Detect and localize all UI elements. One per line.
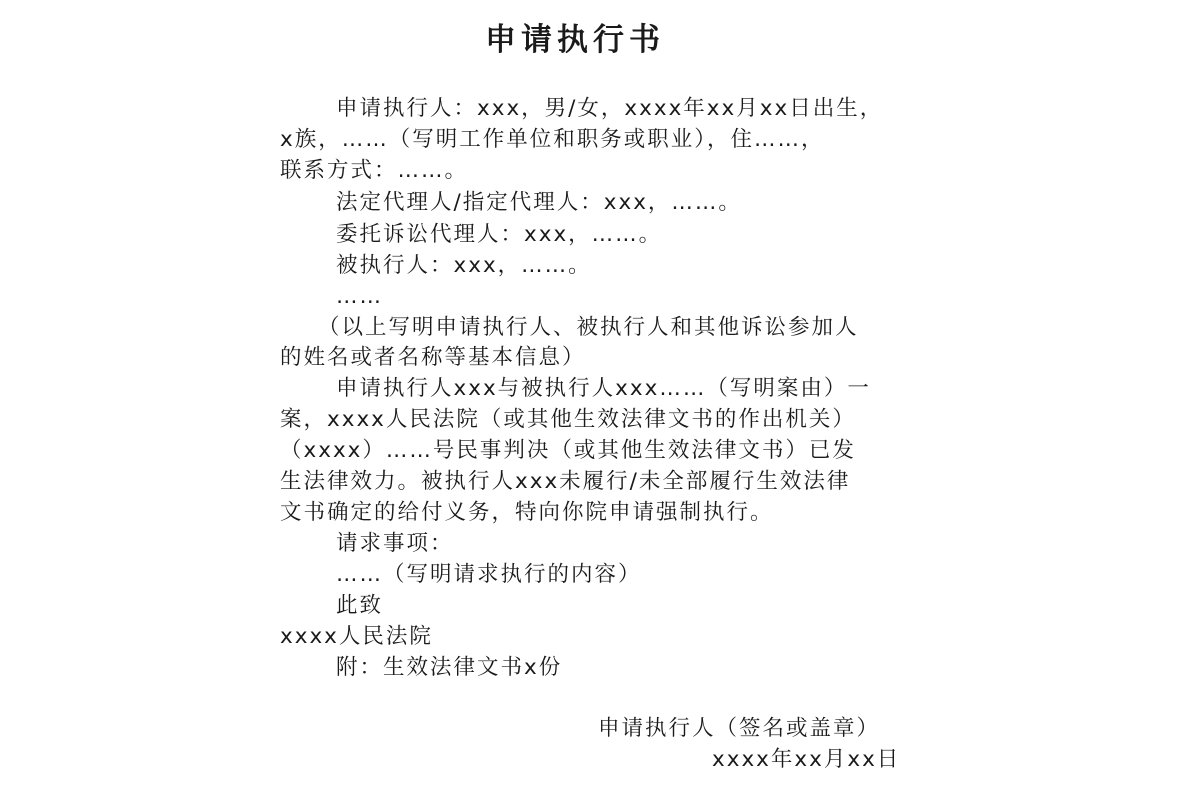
case-paragraph-line: 申请执行人xxx与被执行人xxx……（写明案由）一 — [336, 376, 871, 401]
request-heading: 请求事项： — [336, 531, 454, 556]
legal-representative-line: 法定代理人/指定代理人：xxx，……。 — [336, 190, 742, 215]
applicant-line: 申请执行人：xxx，男/女，xxxx年xx月xx日出生， — [336, 96, 884, 121]
attachment-line: 附：生效法律文书x份 — [336, 655, 563, 680]
ellipsis-line: …… — [336, 284, 383, 309]
document-title: 申请执行书 — [485, 22, 665, 58]
respondent-line: 被执行人：xxx，……。 — [336, 253, 592, 278]
note-line-cont: 的姓名或者名称等基本信息） — [280, 345, 586, 370]
case-paragraph-line: 案，xxxx人民法院（或其他生效法律文书的作出机关） — [280, 407, 856, 432]
agent-line: 委托诉讼代理人：xxx，……。 — [336, 222, 663, 247]
case-paragraph-line: 文书确定的给付义务，特向你院申请强制执行。 — [280, 500, 774, 525]
salutation: 此致 — [336, 593, 384, 618]
case-paragraph-line: （xxxx）……号民事判决（或其他生效法律文书）已发 — [280, 438, 856, 463]
signature-line: 申请执行人（签名或盖章） — [598, 716, 881, 741]
case-paragraph-line: 生法律效力。被执行人xxx未履行/未全部履行生效法律 — [280, 469, 851, 494]
contact-line: 联系方式：……。 — [280, 158, 469, 183]
applicant-line-cont: x族，……（写明工作单位和职务或职业），住……， — [280, 127, 825, 152]
note-line: （以上写明申请执行人、被执行人和其他诉讼参加人 — [318, 315, 859, 340]
court-name: xxxx人民法院 — [280, 624, 433, 649]
date-line: xxxx年xx月xx日 — [712, 747, 901, 772]
request-content: ……（写明请求执行的内容） — [336, 562, 642, 587]
